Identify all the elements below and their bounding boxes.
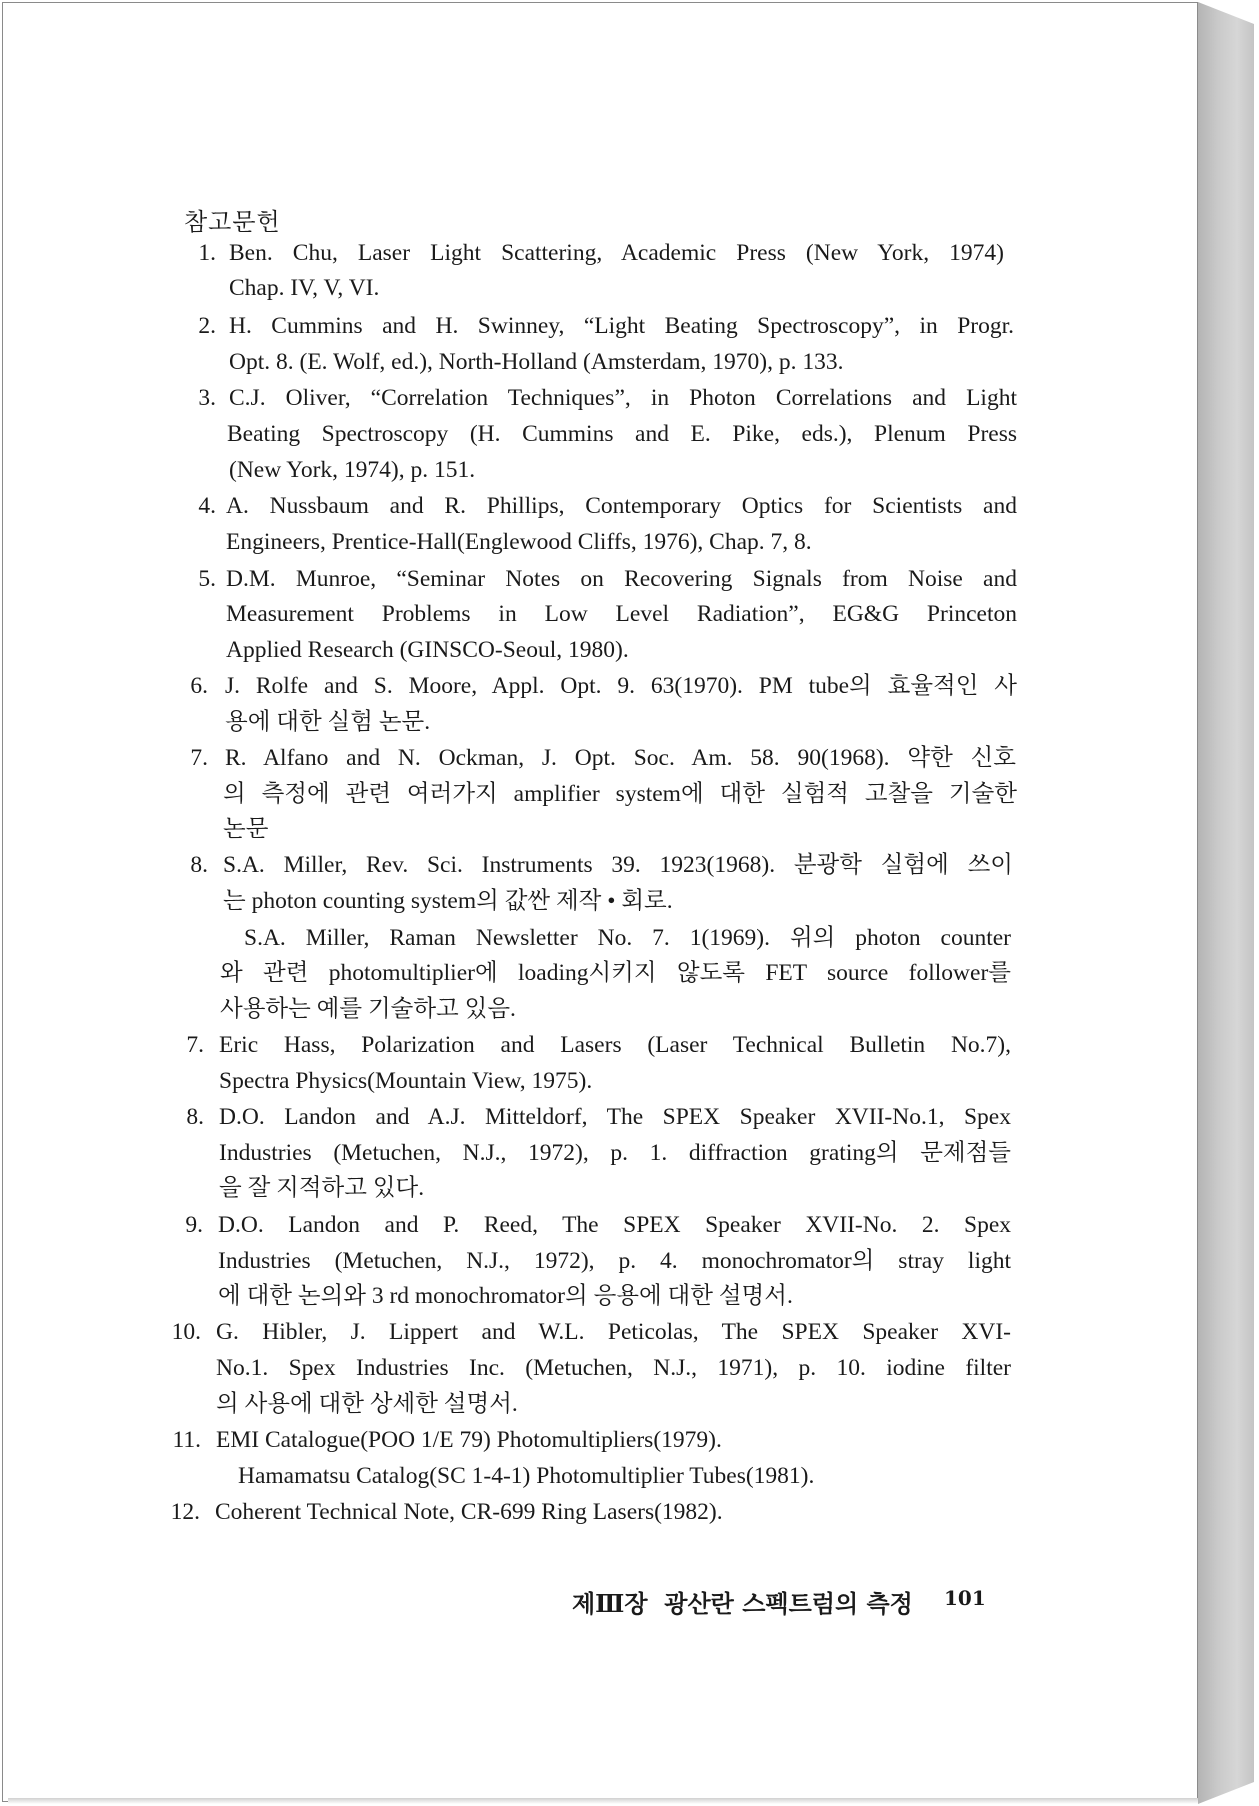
- reference-line: C.J. Oliver, “Correlation Techniques”, in Photon Correlations and Light: [229, 385, 1017, 411]
- reference-line: A. Nussbaum and R. Phillips, Contemporary Optics for Scientists and: [226, 493, 1017, 519]
- reference-line: Industries (Metuchen, N.J., 1972), p. 4. monochromator의 stray light: [218, 1248, 1011, 1274]
- running-footer-chapter: 제Ⅲ장 광산란 스펙트럼의 측정: [572, 1589, 913, 1618]
- page-number: 101: [944, 1586, 986, 1610]
- reference-line: 용에 대한 실험 논문.: [225, 709, 431, 735]
- reference-line: 을 잘 지적하고 있다.: [219, 1175, 425, 1201]
- reference-line: Opt. 8. (E. Wolf, ed.), North-Holland (Amsterdam, 1970), p. 133.: [229, 349, 844, 375]
- references-heading: 참고문헌: [184, 208, 281, 236]
- reference-line: D.O. Landon and A.J. Mitteldorf, The SPEX Speaker XVII-No.1, Spex: [219, 1104, 1011, 1130]
- reference-line: Beating Spectroscopy (H. Cummins and E. Pike, eds.), Plenum Press: [227, 421, 1017, 447]
- reference-number: 1.: [198, 240, 216, 266]
- reference-line: Spectra Physics(Mountain View, 1975).: [219, 1068, 593, 1094]
- reference-line: Applied Research (GINSCO-Seoul, 1980).: [226, 637, 629, 663]
- reference-line: EMI Catalogue(POO 1/E 79) Photomultipliers(1979).: [216, 1427, 722, 1453]
- reference-line: Eric Hass, Polarization and Lasers (Laser Technical Bulletin No.7),: [219, 1032, 1011, 1058]
- reference-line: J. Rolfe and S. Moore, Appl. Opt. 9. 63(1970). PM tube의 효율적인 사: [225, 673, 1017, 699]
- reference-number: 7.: [186, 1032, 204, 1058]
- page-edge: [1198, 2, 1254, 1804]
- reference-line: 와 관련 photomultiplier에 loading시키지 않도록 FET source follower를: [220, 960, 1011, 986]
- reference-line: D.M. Munroe, “Seminar Notes on Recovering Signals from Noise and: [226, 566, 1017, 592]
- reference-number: 8.: [190, 852, 208, 878]
- reference-line: 사용하는 예를 기술하고 있음.: [220, 996, 516, 1022]
- reference-line: 의 사용에 대한 상세한 설명서.: [216, 1391, 518, 1417]
- reference-line: Industries (Metuchen, N.J., 1972), p. 1. diffraction grating의 문제점들: [219, 1140, 1011, 1166]
- reference-number: 9.: [185, 1212, 203, 1238]
- reference-number: 5.: [198, 566, 216, 592]
- reference-line: Hamamatsu Catalog(SC 1-4-1) Photomultiplier Tubes(1981).: [238, 1463, 815, 1489]
- reference-line: 에 대한 논의와 3 rd monochromator의 응용에 대한 설명서.: [218, 1283, 793, 1309]
- reference-number: 2.: [198, 313, 216, 339]
- reference-line: 의 측정에 관련 여러가지 amplifier system에 대한 실험적 고찰을 기술한: [223, 781, 1017, 807]
- reference-line: Coherent Technical Note, CR-699 Ring Lasers(1982).: [215, 1499, 723, 1525]
- reference-line: Measurement Problems in Low Level Radiation”, EG&G Princeton: [226, 601, 1017, 627]
- reference-line: S.A. Miller, Rev. Sci. Instruments 39. 1923(1968). 분광학 실험에 쓰이: [223, 852, 1013, 878]
- reference-number: 6.: [190, 673, 208, 699]
- reference-number: 4.: [198, 493, 216, 519]
- reference-number: 10.: [171, 1319, 201, 1345]
- reference-line: R. Alfano and N. Ockman, J. Opt. Soc. Am. 58. 90(1968). 약한 신호: [225, 745, 1016, 771]
- reference-number: 12.: [170, 1499, 200, 1525]
- reference-line: S.A. Miller, Raman Newsletter No. 7. 1(1969). 위의 photon counter: [244, 925, 1011, 951]
- reference-line: (New York, 1974), p. 151.: [229, 457, 476, 483]
- reference-line: 는 photon counting system의 값싼 제작 • 회로.: [223, 888, 673, 914]
- reference-line: No.1. Spex Industries Inc. (Metuchen, N.J., 1971), p. 10. iodine filter: [216, 1355, 1011, 1381]
- reference-line: Ben. Chu, Laser Light Scattering, Academic Press (New York, 1974): [229, 240, 1004, 266]
- reference-line: G. Hibler, J. Lippert and W.L. Peticolas, The SPEX Speaker XVI-: [216, 1319, 1011, 1345]
- reference-line: Engineers, Prentice-Hall(Englewood Cliffs, 1976), Chap. 7, 8.: [226, 529, 812, 555]
- reference-number: 8.: [186, 1104, 204, 1130]
- reference-line: 논문: [223, 816, 269, 842]
- reference-line: D.O. Landon and P. Reed, The SPEX Speaker XVII-No. 2. Spex: [218, 1212, 1011, 1238]
- reference-number: 3.: [198, 385, 216, 411]
- reference-line: Chap. IV, V, VI.: [229, 275, 380, 301]
- reference-number: 7.: [190, 745, 208, 771]
- reference-line: H. Cummins and H. Swinney, “Light Beating Spectroscopy”, in Progr.: [229, 313, 1014, 339]
- reference-number: 11.: [172, 1427, 201, 1453]
